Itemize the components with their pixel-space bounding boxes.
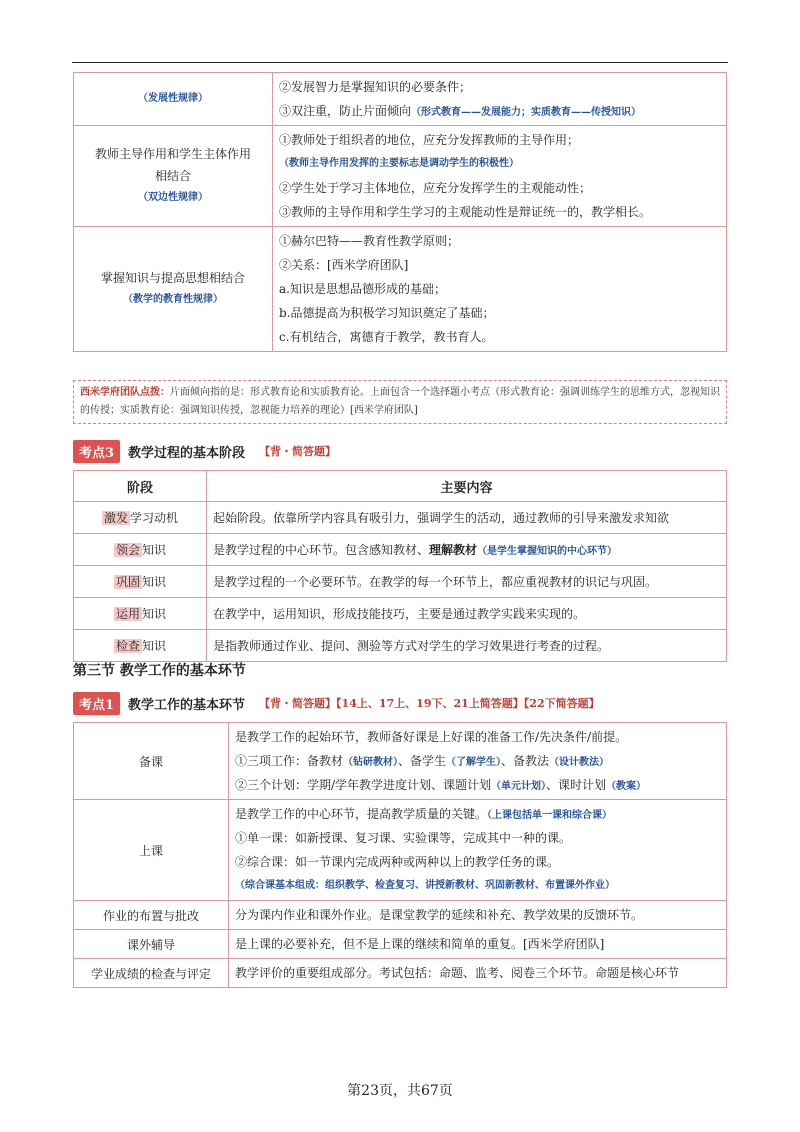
- table-row: [74, 534, 727, 566]
- stage-cell: 检查 知识: [74, 630, 207, 662]
- table-row: [74, 800, 727, 901]
- table-row: [74, 901, 727, 930]
- key-point-badge: 考点1: [73, 692, 120, 715]
- line: ②三个计划：学期/学年教学进度计划、课题计划（单元计划）、课时计划（教案）: [235, 778, 647, 792]
- table-row: [74, 959, 727, 988]
- row-label: 学业成绩的检查与评定: [74, 959, 229, 988]
- line: ①赫尔巴特——教育性教学原则；: [279, 234, 460, 248]
- content-cell: 是指教师通过作业、提问、测验等方式对学生的学习效果进行考查的过程。: [207, 630, 727, 662]
- section-title: 第三节 教学工作的基本环节: [73, 663, 246, 679]
- line: ②关系：[西米学府团队]: [279, 258, 409, 272]
- tip-label: 西米学府团队点拨：: [80, 387, 170, 398]
- content-cell: 在教学中，运用知识，形成技能技巧，主要是通过教学实践来实现的。: [207, 598, 727, 630]
- table-row: [74, 723, 727, 800]
- row-content: [273, 73, 727, 126]
- row-content: [273, 126, 727, 227]
- line: ①教师处于组织者的地位，应充分发挥教师的主导作用；: [279, 133, 580, 147]
- table-row: [74, 930, 727, 959]
- content-cell: 起始阶段。依靠所学内容具有吸引力，强调学生的活动，通过教师的引导来激发求知欲: [207, 502, 727, 534]
- key-point-badge: 考点3: [73, 440, 120, 463]
- key-point-1-heading: [73, 692, 600, 714]
- table-header-row: [74, 471, 727, 502]
- label-line: 相结合: [154, 169, 191, 183]
- line: b.品德提高为积极学习知识奠定了基础；: [279, 306, 495, 320]
- column-header: 主要内容: [207, 471, 727, 502]
- table-row: [74, 126, 727, 227]
- line: ③教师的主导作用和学生学习的主观能动性是辩证统一的，教学相长。: [279, 205, 652, 219]
- row-content: [273, 227, 727, 352]
- table-row: [74, 566, 727, 598]
- line: ③双注重，防止片面倾向（形式教育——发展能力；实质教育——传授知识）: [279, 104, 642, 118]
- key-point-tag: 【背・简答题】【14上、17上、19下、21上简答题】【22下简答题】: [259, 697, 600, 710]
- row-tag: （双边性规律）: [138, 192, 208, 203]
- row-tag: （发展性规律）: [138, 93, 208, 104]
- table-row: [74, 227, 727, 352]
- line: （教师主导作用发挥的主要标志是调动学生的积极性）: [279, 158, 519, 169]
- table-row: [74, 598, 727, 630]
- line: ②综合课：如一节课内完成两种或两种以上的教学任务的课。: [235, 855, 560, 869]
- row-label: 课外辅导: [74, 930, 229, 959]
- key-point-tag: 【背・简答题】: [259, 445, 337, 458]
- line: ①单一课：如新授课、复习课、实验课等，完成其中一种的课。: [235, 831, 572, 845]
- row-label: 作业的布置与批改: [74, 901, 229, 930]
- row-tag: （教学的教育性规律）: [123, 294, 223, 305]
- teaching-stages-table: [73, 470, 727, 662]
- stage-cell: 巩固 知识: [74, 566, 207, 598]
- column-header: 阶段: [74, 471, 207, 502]
- label-line: 掌握知识与提高思想相结合: [100, 271, 245, 285]
- row-label: 上课: [74, 800, 229, 901]
- row-content: [229, 800, 727, 901]
- row-label: [74, 73, 273, 126]
- row-label: [74, 126, 273, 227]
- line: ①三项工作：备教材（钻研教材）、备学生（了解学生）、备教法（设计教法）: [235, 754, 610, 768]
- table-row: [74, 502, 727, 534]
- table-row: [74, 73, 727, 126]
- line: ②学生处于学习主体地位，应充分发挥学生的主观能动性；: [279, 181, 592, 195]
- tip-box: [73, 380, 727, 424]
- line: （综合课基本组成：组织教学、检查复习、讲授新教材、巩固新教材、布置课外作业）: [235, 880, 615, 891]
- stage-cell: 领会 知识: [74, 534, 207, 566]
- label-line: 教师主导作用和学生主体作用: [94, 147, 251, 161]
- key-point-title: 教学过程的基本阶段: [128, 445, 246, 461]
- line: 是教学工作的起始环节，教师备好课是上好课的准备工作/先决条件/前提。: [235, 730, 628, 744]
- row-content: 是上课的必要补充，但不是上课的继续和简单的重复。[西米学府团队]: [229, 930, 727, 959]
- row-content: 分为课内作业和课外作业。是课堂教学的延续和补充、教学效果的反馈环节。: [229, 901, 727, 930]
- line: a.知识是思想品德形成的基础；: [279, 282, 446, 296]
- principles-table: [73, 72, 727, 352]
- key-point-3-heading: [73, 440, 336, 462]
- tip-text: 片面倾向指的是：形式教育论和实质教育论。上面包含一个选择题小考点（形式教育论：强调训练学生的思维方式，忽视知识的传授；实质教育论：强调知识传授，忽视能力培养的理论）[西米学府团队]: [80, 387, 720, 416]
- content-cell: 是教学过程的一个必要环节。在教学的每一个环节上，都应重视教材的识记与巩固。: [207, 566, 727, 598]
- line: c.有机结合，寓德育于教学，教书育人。: [279, 330, 494, 344]
- content-cell: 是教学过程的中心环节。包含感知教材、理解教材（是学生掌握知识的中心环节）: [207, 534, 727, 566]
- row-label: 备课: [74, 723, 229, 800]
- page-number: 第23页，共67页: [347, 1083, 453, 1099]
- row-content: [229, 723, 727, 800]
- teaching-work-table: [73, 722, 727, 988]
- stage-cell: 激发 学习动机: [74, 502, 207, 534]
- stage-cell: 运用 知识: [74, 598, 207, 630]
- key-point-title: 教学工作的基本环节: [128, 697, 246, 713]
- line: ②发展智力是掌握知识的必要条件；: [279, 80, 472, 94]
- row-label: [74, 227, 273, 352]
- line: 是教学工作的中心环节，提高教学质量的关键。（上课包括单一课和综合课）: [235, 807, 613, 821]
- row-content: 教学评价的重要组成部分。考试包括：命题、监考、阅卷三个环节。命题是核心环节: [229, 959, 727, 988]
- header-rule: [72, 62, 728, 63]
- table-row: [74, 630, 727, 662]
